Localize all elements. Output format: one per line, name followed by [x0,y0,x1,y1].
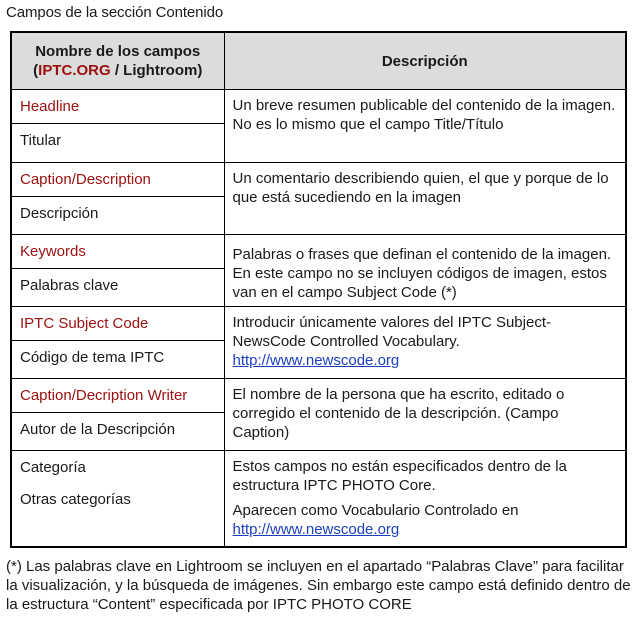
description-cell [224,90,626,163]
description-text: El nombre de la persona que ha escrito, editado o corregido el contenido de la descripción. (Campo Caption) [232,386,565,441]
description-text: Palabras o frases que definan el contenido de la imagen. En este campo no se incluyen códigos de imagen, estos van en el campo Subject Code (*) [232,246,612,301]
newscode-link[interactable]: http://www.newscode.org [232,521,400,538]
description-cell [224,235,626,307]
field-names-cell [11,307,224,379]
header-col1-iptc: IPTC.ORG [38,62,111,79]
field-names-cell [11,235,224,307]
lightroom-field-name: Código de tema IPTC [20,349,165,366]
newscode-link[interactable]: http://www.newscode.org [232,352,400,369]
table-row [11,451,626,548]
description-cell [224,307,626,379]
description-text: Un comentario describiendo quien, el que y porque de lo que está sucediendo en la imagen [232,170,609,206]
table-row [11,379,626,451]
header-col1-open: ( [33,62,39,79]
table-row [11,307,626,379]
iptc-field-name: Keywords [12,235,224,269]
lightroom-field-name: Descripción [20,205,99,222]
field-names-cell [11,90,224,163]
page-title: Campos de la sección Contenido [6,4,224,21]
table-row [11,163,626,235]
table-row [11,90,626,163]
other-categories-field-name: Otras categorías [20,491,131,508]
field-names-cell [11,379,224,451]
footnote: (*) Las palabras clave en Lightroom se incluyen en el apartado “Palabras Clave” para facilitar la visualización, y la búsqueda de imágenes. Sin embargo este campo está definido dentro de la estructura “Content” especificada por IPTC PHOTO CORE [6,558,631,613]
lightroom-field-name: Titular [20,132,62,149]
description-text: Un breve resumen publicable del contenido de la imagen. [232,97,616,114]
category-field-name: Categoría [20,459,86,476]
description-text: Introducir únicamente valores del IPTC Subject-NewsCode Controlled Vocabulary. [232,314,551,350]
table-header-row [11,32,626,90]
description-text: No es lo mismo que el campo Title/Título [232,116,504,133]
iptc-field-name: Caption/Decription Writer [12,379,224,413]
lightroom-field-name: Palabras clave [20,277,119,294]
description-text: Aparecen como Vocabulario Controlado en [232,502,519,519]
iptc-field-name: Headline [12,90,224,124]
fields-table [10,31,627,548]
lightroom-field-name: Autor de la Descripción [20,421,176,438]
table-row [11,235,626,307]
description-cell [224,451,626,548]
field-names-cell [11,451,224,548]
iptc-field-name: Caption/Description [12,163,224,197]
iptc-field-name: IPTC Subject Code [12,307,224,341]
description-cell [224,379,626,451]
description-cell [224,163,626,235]
header-description: Descripción [224,32,626,90]
field-names-cell [11,163,224,235]
header-col1-rest: / Lightroom) [110,62,203,79]
description-text: Estos campos no están especificados dentro de la estructura IPTC PHOTO Core. [232,458,567,494]
header-col1-line1: Nombre de los campos [35,43,201,60]
header-field-names [11,32,224,90]
